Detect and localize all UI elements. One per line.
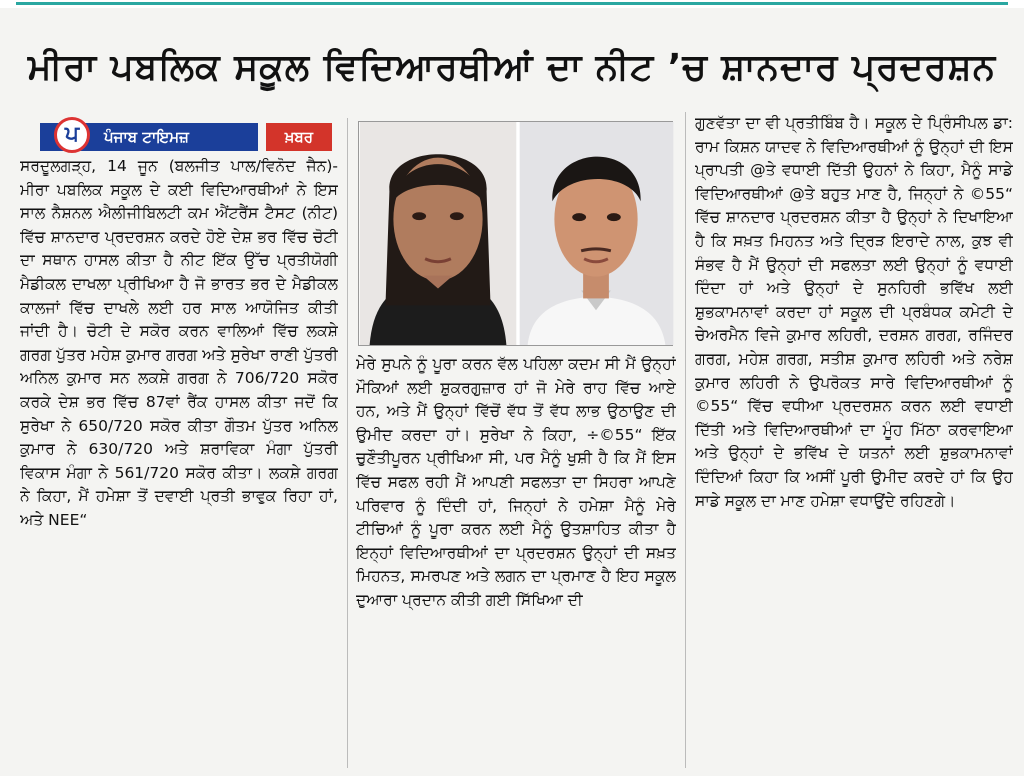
headline: ਮੀਰਾ ਪਬਲਿਕ ਸਕੂਲ ਵਿਦਿਆਰਥੀਆਂ ਦਾ ਨੀਟ ’ਚ ਸ਼ਾਨਦਾਰ ਪ੍ਰਦਰਸ਼ਨ [27,47,997,88]
brand-logo-icon: ਪ [54,117,90,153]
student-photos [358,121,673,346]
article-column-3 [695,112,1013,768]
student-photo-girl [359,122,517,345]
article-text-1: ਸਰਦੂਲਗੜ੍ਹ, 14 ਜੂਨ (ਬਲਜੀਤ ਪਾਲ/ਵਿਨੋਦ ਜੈਨ)- ਮੀਰਾ ਪਬਲਿਕ ਸਕੂਲ ਦੇ ਕਈ ਵਿਦਿਆਰਥੀਆਂ ਨੇ ਇਸ ਸਾਲ ਨੈਸ਼ਨਲ ਐਲੀਜੀਬਿਲਟੀ ਕਮ ਐਂਟਰੈਂਸ ਟੈਸਟ (ਨੀਟ) ਵਿੱਚ ਸ਼ਾਨਦਾਰ ਪ੍ਰਦਰਸ਼ਨ ਕਰਦੇ ਹੋਏ ਦੇਸ਼ ਭਰ ਵਿੱਚ ਚੋਟੀ ਦਾ ਸਥਾਨ ਹਾਸਲ ਕੀਤਾ ਹੈ ਨੀਟ ਇੱਕ ਉੱਚ ਪ੍ਰਤੀਯੋਗੀ ਮੈਡੀਕਲ ਦਾਖਲਾ ਪ੍ਰੀਖਿਆ ਹੈ ਜੋ ਭਾਰਤ ਭਰ ਦੇ ਮੈਡੀਕਲ ਕਾਲਜਾਂ ਵਿੱਚ ਦਾਖਲੇ ਲਈ ਹਰ ਸਾਲ ਆਯੋਜਿਤ ਕੀਤੀ ਜਾਂਦੀ ਹੈ। ਚੋਟੀ ਦੇ ਸਕੋਰ ਕਰਨ ਵਾਲਿਆਂ ਵਿੱਚ ਲਕਸ਼ੇ ਗਰਗ ਪੁੱਤਰ ਮਹੇਸ਼ ਕੁਮਾਰ ਗਰਗ ਅਤੇ ਸੁਰੇਖਾ ਰਾਣੀ ਪੁੱਤਰੀ ਅਨਿਲ ਕੁਮਾਰ ਸਨ ਲਕਸ਼ੇ ਗਰਗ ਨੇ 706/720 ਸਕੋਰ ਕਰਕੇ ਦੇਸ਼ ਭਰ ਵਿੱਚ 87ਵਾਂ ਰੈਂਕ ਹਾਸਲ ਕੀਤਾ ਜਦੋਂ ਕਿ ਸੁਰੇਖਾ ਨੇ 650/720 ਸਕੋਰ ਕੀਤਾ ਗੌਤਮ ਪੁੱਤਰ ਅਨਿਲ ਕੁਮਾਰ ਨੇ 630/720 ਅਤੇ ਸ਼ਰਾਵਿਕਾ ਮੰਗਾ ਪੁੱਤਰੀ ਵਿਕਾਸ ਮੰਗਾ ਨੇ 561/720 ਸਕੋਰ ਕੀਤਾ। ਲਕਸ਼ੇ ਗਰਗ ਨੇ ਕਿਹਾ, ਮੈਂ ਹਮੇਸ਼ਾ ਤੋਂ ਦਵਾਈ ਪ੍ਰਤੀ ਭਾਵੁਕ ਰਿਹਾ ਹਾਂ, ਅਤੇ NEE“ [20,157,338,529]
article-text-2: ਮੇਰੇ ਸੁਪਨੇ ਨੂੰ ਪੂਰਾ ਕਰਨ ਵੱਲ ਪਹਿਲਾ ਕਦਮ ਸੀ ਮੈਂ ਉਨ੍ਹਾਂ ਮੌਕਿਆਂ ਲਈ ਸ਼ੁਕਰਗੁਜ਼ਾਰ ਹਾਂ ਜੋ ਮੇਰੇ ਰਾਹ ਵਿੱਚ ਆਏ ਹਨ, ਅਤੇ ਮੈਂ ਉਨ੍ਹਾਂ ਵਿੱਚੋਂ ਵੱਧ ਤੋਂ ਵੱਧ ਲਾਭ ਉਠਾਉਣ ਦੀ ਉਮੀਦ ਕਰਦਾ ਹਾਂ। ਸੁਰੇਖਾ ਨੇ ਕਿਹਾ, ÷©55“ ਇੱਕ ਚੁਣੌਤੀਪੂਰਨ ਪ੍ਰੀਖਿਆ ਸੀ, ਪਰ ਮੈਨੂੰ ਖੁਸ਼ੀ ਹੈ ਕਿ ਮੈਂ ਇਸ ਵਿੱਚ ਸਫਲ ਰਹੀ ਮੈਂ ਆਪਣੀ ਸਫਲਤਾ ਦਾ ਸਿਹਰਾ ਆਪਣੇ ਪਰਿਵਾਰ ਨੂੰ ਦਿੰਦੀ ਹਾਂ, ਜਿਨ੍ਹਾਂ ਨੇ ਹਮੇਸ਼ਾ ਮੈਨੂੰ ਮੇਰੇ ਟੀਚਿਆਂ ਨੂੰ ਪੂਰਾ ਕਰਨ ਲਈ ਮੈਨੂੰ ਉਤਸ਼ਾਹਿਤ ਕੀਤਾ ਹੈ ਇਨ੍ਹਾਂ ਵਿਦਿਆਰਥੀਆਂ ਦਾ ਪ੍ਰਦਰਸ਼ਨ ਉਨ੍ਹਾਂ ਦੀ ਸਖ਼ਤ ਮਿਹਨਤ, ਸਮਰਪਣ ਅਤੇ ਲਗਨ ਦਾ ਪ੍ਰਮਾਣ ਹੈ ਇਹ ਸਕੂਲ ਦੁਆਰਾ ਪ੍ਰਦਾਨ ਕੀਤੀ ਗਈ ਸਿੱਖਿਆ ਦੀ [356,355,676,609]
newspaper-brand [40,119,332,153]
column-divider [347,118,348,768]
article-text-3: ਗੁਣਵੱਤਾ ਦਾ ਵੀ ਪ੍ਰਤੀਬਿੰਬ ਹੈ। ਸਕੂਲ ਦੇ ਪ੍ਰਿੰਸੀਪਲ ਡਾ: ਰਾਮ ਕਿਸ਼ਨ ਯਾਦਵ ਨੇ ਵਿਦਿਆਰਥੀਆਂ ਨੂੰ ਉਨ੍ਹਾਂ ਦੀ ਇਸ ਪ੍ਰਾਪਤੀ @ਤੇ ਵਧਾਈ ਦਿੱਤੀ ਉਹਨਾਂ ਨੇ ਕਿਹਾ, ਮੈਨੂੰ ਸਾਡੇ ਵਿਦਿਆਰਥੀਆਂ @ਤੇ ਬਹੁਤ ਮਾਣ ਹੈ, ਜਿਨ੍ਹਾਂ ਨੇ ©55“ ਵਿੱਚ ਸ਼ਾਨਦਾਰ ਪ੍ਰਦਰਸ਼ਨ ਕੀਤਾ ਹੈ ਉਨ੍ਹਾਂ ਨੇ ਦਿਖਾਇਆ ਹੈ ਕਿ ਸਖ਼ਤ ਮਿਹਨਤ ਅਤੇ ਦ੍ਰਿੜ ਇਰਾਦੇ ਨਾਲ, ਕੁਝ ਵੀ ਸੰਭਵ ਹੈ ਮੈਂ ਉਨ੍ਹਾਂ ਦੀ ਸਫਲਤਾ ਲਈ ਉਨ੍ਹਾਂ ਨੂੰ ਵਧਾਈ ਦਿੰਦਾ ਹਾਂ ਅਤੇ ਉਨ੍ਹਾਂ ਦੇ ਸੁਨਹਿਰੀ ਭਵਿੱਖ ਲਈ ਸ਼ੁਭਕਾਮਨਾਵਾਂ ਕਰਦਾ ਹਾਂ ਸਕੂਲ ਦੀ ਪ੍ਰਬੰਧਕ ਕਮੇਟੀ ਦੇ ਚੇਅਰਮੈਨ ਵਿਜੇ ਕੁਮਾਰ ਲਹਿਰੀ, ਦਰਸ਼ਨ ਗਰਗ, ਰਜਿੰਦਰ ਗਰਗ, ਮਹੇਸ਼ ਗਰਗ, ਸਤੀਸ਼ ਕੁਮਾਰ ਲਹਿਰੀ ਅਤੇ ਨਰੇਸ਼ ਕੁਮਾਰ ਲਹਿਰੀ ਨੇ ਉਪਰੋਕਤ ਸਾਰੇ ਵਿਦਿਆਰਥੀਆਂ ਨੂੰ ©55“ ਵਿੱਚ ਵਧੀਆ ਪ੍ਰਦਰਸ਼ਨ ਕਰਨ ਲਈ ਵਧਾਈ ਦਿੱਤੀ ਅਤੇ ਵਿਦਿਆਰਥੀਆਂ ਦਾ ਮੂੰਹ ਮਿੱਠਾ ਕਰਵਾਇਆ ਅਤੇ ਉਨ੍ਹਾਂ ਦੇ ਭਵਿੱਖ ਦੇ ਯਤਨਾਂ ਲਈ ਸ਼ੁਭਕਾਮਨਾਵਾਂ ਦਿੰਦਿਆਂ ਕਿਹਾ ਕਿ ਅਸੀਂ ਪੂਰੀ ਉਮੀਦ ਕਰਦੇ ਹਾਂ ਕਿ ਉਹ ਸਾਡੇ ਸਕੂਲ ਦਾ ਮਾਣ ਹਮੇਸ਼ਾ ਵਧਾਉਂਦੇ ਰਹਿਣਗੇ। [695,114,1013,510]
news-tag: ਖ਼ਬਰ [266,123,332,151]
article-column-2 [356,353,676,769]
brand-name: ਪੰਜਾਬ ਟਾਇਮਜ਼ [104,128,189,146]
column-divider [685,112,686,768]
student-photo-boy [517,122,674,345]
top-rule [0,0,1024,8]
article-column-1 [20,155,338,767]
